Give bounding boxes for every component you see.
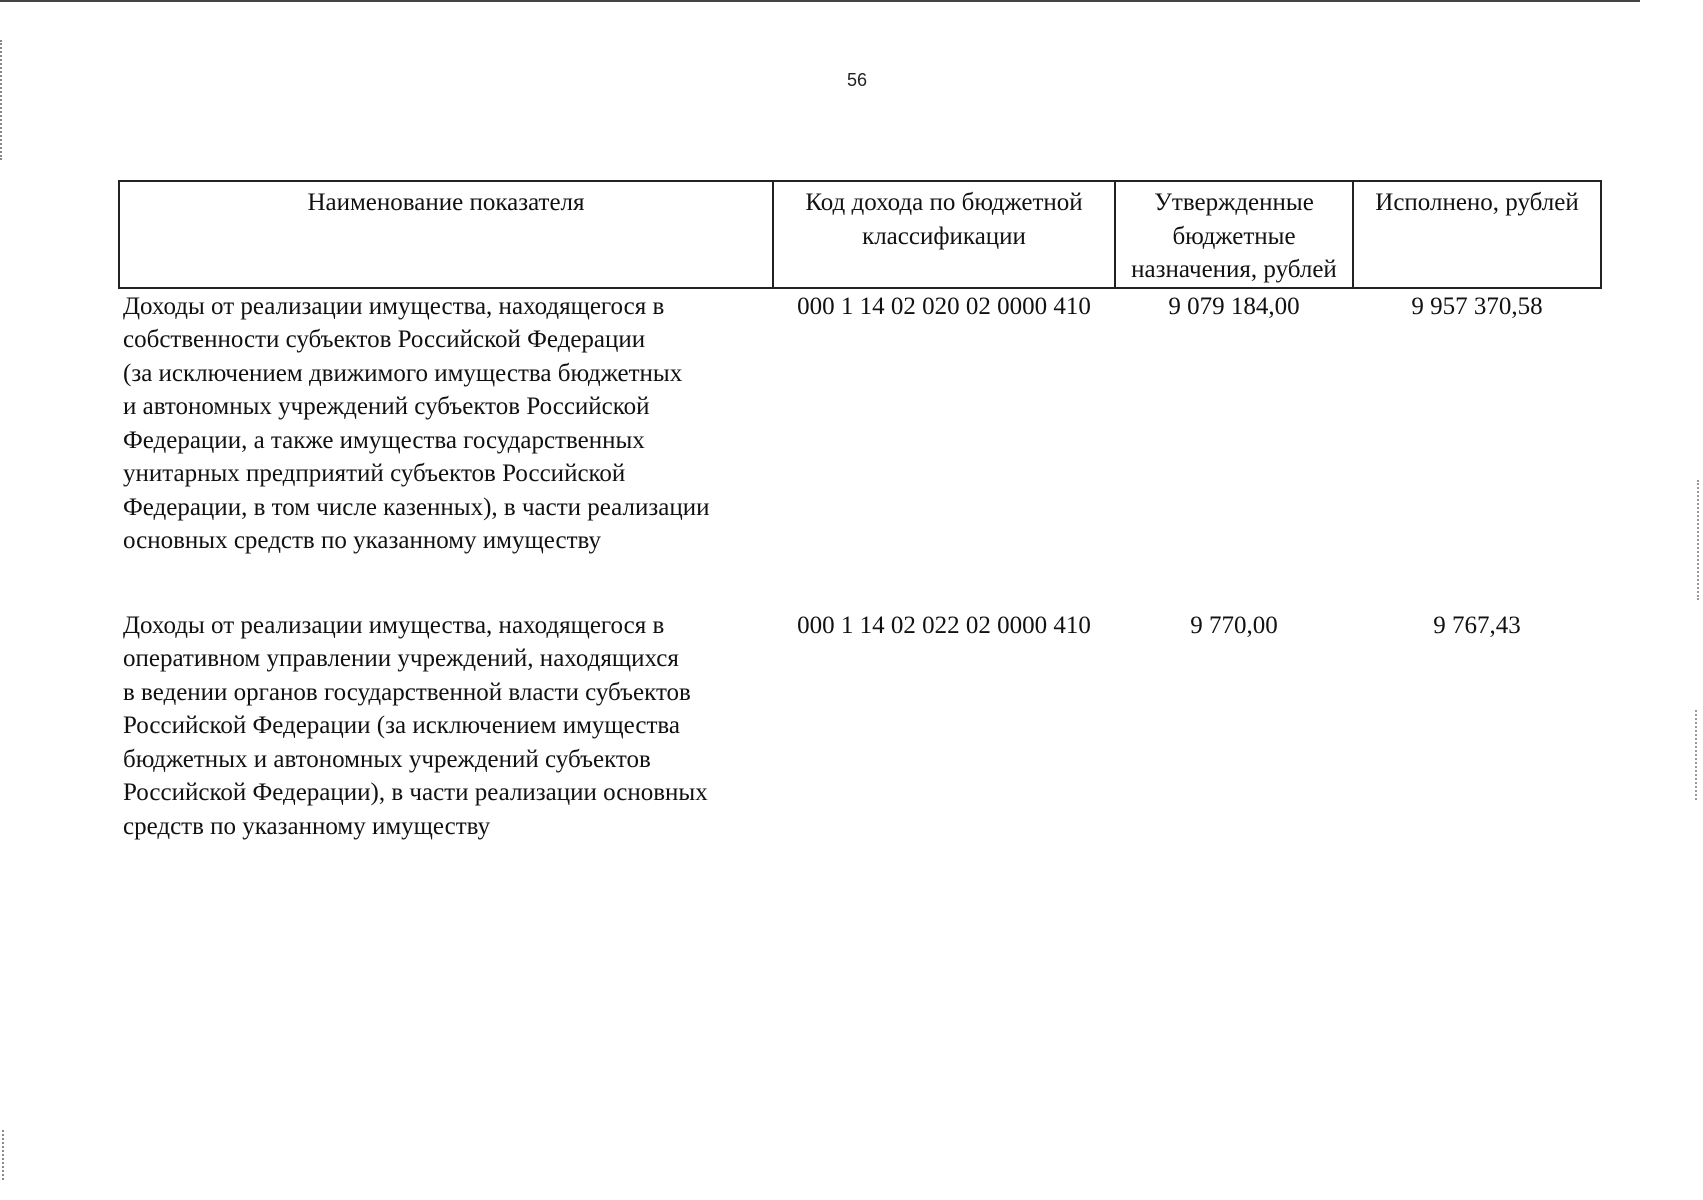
row-name-line: Федерации, а также имущества государственных [123,426,645,454]
table-header-row [119,181,1601,288]
row-name-line: (за исключением движимого имущества бюджетных [123,359,683,387]
row-name-line: Доходы от реализации имущества, находящегося в [123,292,665,320]
row-name-line: унитарных предприятий субъектов Российской [123,460,626,487]
header-executed: Исполнено, рублей [1353,181,1601,288]
table-row [119,288,1601,608]
scan-edge-noise [1691,480,1699,600]
header-code: Код дохода по бюджетной классификации [773,181,1115,288]
scan-edge-noise [0,40,10,160]
table-row [119,608,1601,899]
row-code-cell: 000 1 14 02 022 02 0000 410 [797,611,1091,639]
row-name-line: Российской Федерации), в части реализации основных [123,779,708,806]
scan-top-border [0,0,1640,2]
row-name-line: и автономных учреждений субъектов Российской [123,393,650,420]
header-approved: Утвержденные бюджетные назначения, рублей [1115,181,1353,288]
row-name-cell [119,288,773,608]
row-name-line: основных средств по указанному имуществу [123,527,601,554]
row-name-line: в ведении органов государственной власти субъектов [123,678,691,706]
row-name-line: Российской Федерации (за исключением имущества [123,712,680,739]
row-name-line: оперативном управлении учреждений, находящихся [123,645,679,672]
row-executed-cell: 9 957 370,58 [1411,292,1543,320]
row-name-line: Доходы от реализации имущества, находящегося в [123,611,665,639]
row-name-cell [119,608,773,899]
header-name: Наименование показателя [119,181,773,288]
row-approved-cell: 9 770,00 [1190,611,1278,639]
row-name-line: средств по указанному имуществу [123,812,491,840]
budget-income-table [118,180,1602,899]
row-executed-cell: 9 767,43 [1433,611,1521,639]
scan-edge-noise [1689,710,1697,800]
row-name-line: Федерации, в том числе казенных), в части реализации [123,493,710,521]
row-name-line: собственности субъектов Российской Федерации [123,326,646,353]
row-approved-cell: 9 079 184,00 [1168,292,1300,320]
row-name-line: бюджетных и автономных учреждений субъектов [123,745,651,773]
scan-edge-noise [2,1130,10,1180]
page-number: 56 [847,70,868,90]
row-code-cell: 000 1 14 02 020 02 0000 410 [797,292,1091,320]
